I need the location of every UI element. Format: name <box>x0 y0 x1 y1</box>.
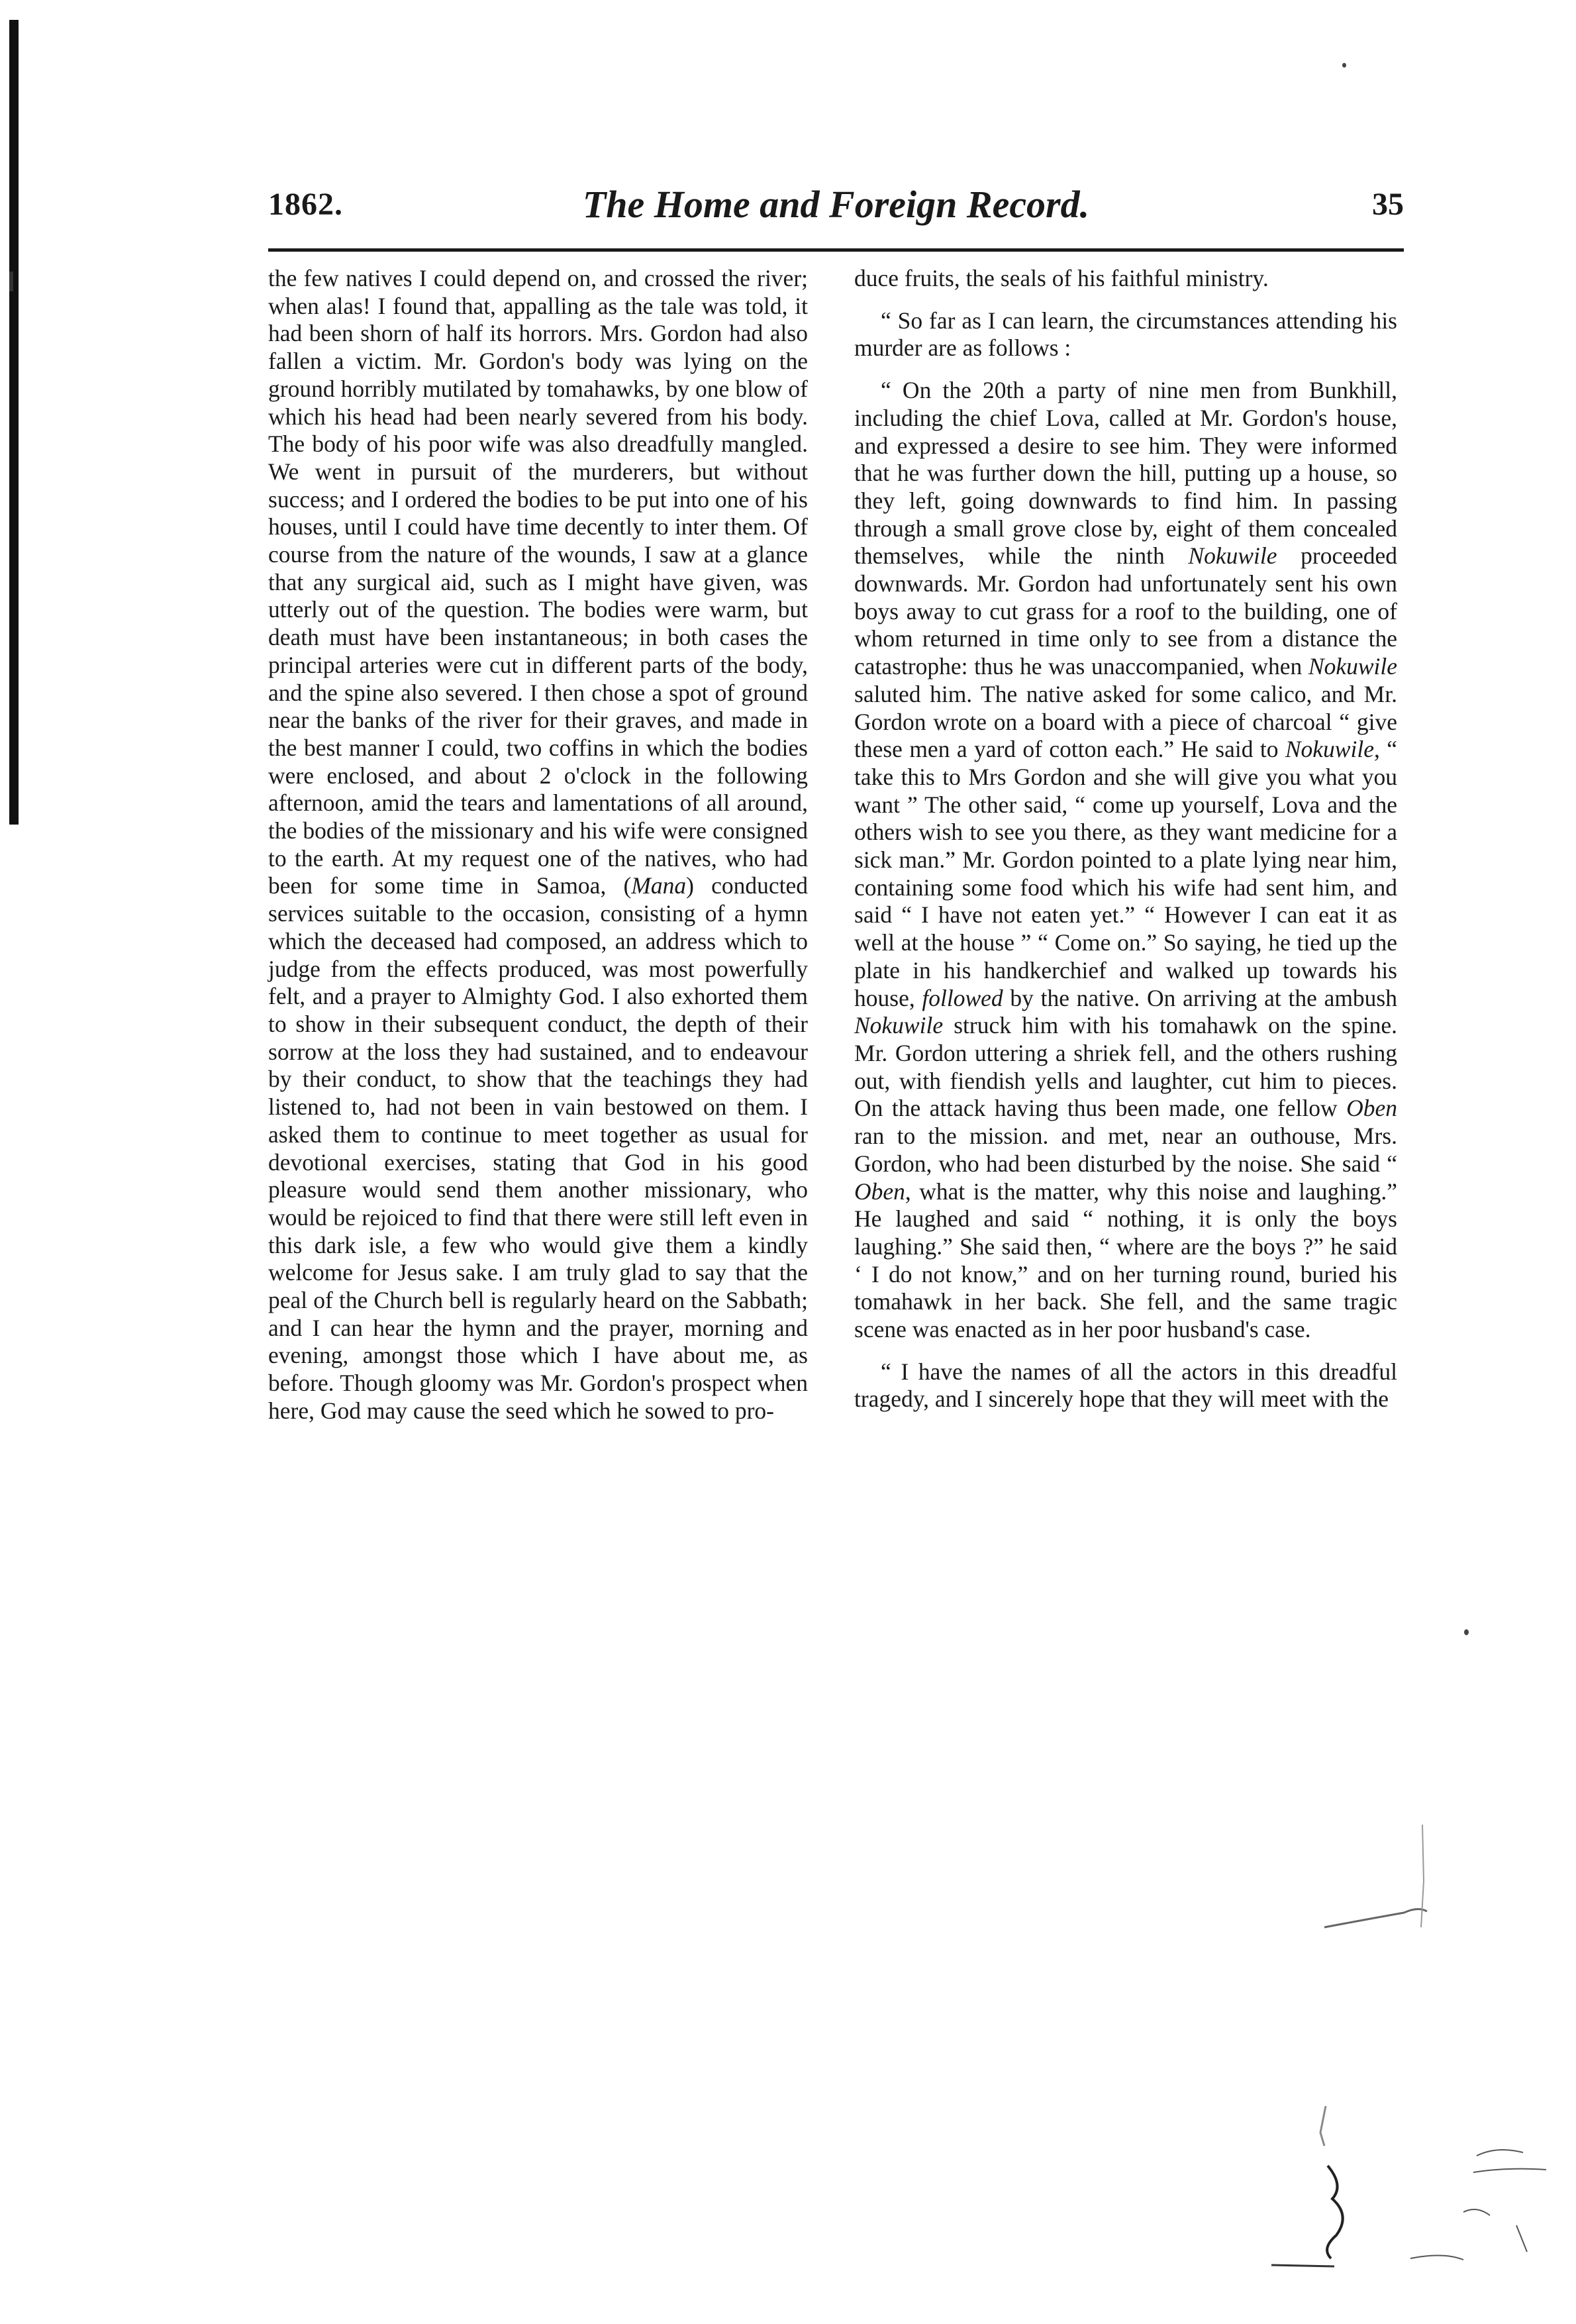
left-text-a: the few natives I could depend on, and crossed the river; when alas! I found that, appalling as the tale was told, it had been shorn of half its horrors. Mrs. Gordon had also fallen a victim. Mr. Gordon's body was lying on the ground horribly mutilated by tomahawks, by one blow of which his head had been nearly severed from his body. The body of his poor wife was also dreadfully mangled. We went in pursuit of the murderers, but without success; and I ordered the bodies to be put into one of his houses, until I could have time decently to inter them. Of course from the nature of the wounds, I saw at a glance that any surgical aid, such as I might have given, was utterly out of the question. The bodies were warm, but death must have been instantaneous; in both cases the principal arteries were cut in different parts of the body, and the spine also severed. I then chose a spot of ground near the banks of the river for their graves, and made in the best manner I could, two coffins in which the bodies were enclosed, and about 2 o'clock in the following afternoon, amid the tears and lamentations of all around, the bodies of the missionary and his wife were consigned to the earth. At my request one of the natives, who had been for some time in Samoa, ( <box>268 265 808 899</box>
scan-speck <box>1342 63 1346 68</box>
rt-a: “ On the 20th a party of nine men from Bunkhill, including the chief Lova, called at Mr. Gordon's house, and expressed a desire to see him. They were informed that he was further down the hill, putting up a house, so they left, going downwards to find him. In passing through a small grove close by, eight of them concealed themselves, while the ninth <box>854 377 1397 570</box>
running-header <box>268 182 1404 242</box>
right-column <box>854 265 1397 1413</box>
nokuwile-italic: Nokuwile <box>1188 542 1277 570</box>
journal-title: The Home and Foreign Record. <box>582 183 1090 226</box>
right-paragraph-2: “ So far as I can learn, the circumstances attending his murder are as follows : <box>854 307 1397 362</box>
rt-c: saluted him. The native asked for some calico, and Mr. Gordon wrote on a board with a piece of charcoal “ give these men a yard of cotton each.” He said to <box>854 680 1397 763</box>
nokuwile-italic: Nokuwile <box>1308 653 1397 680</box>
followed-italic: followed <box>922 984 1003 1011</box>
nokuwile-italic: Nokuwile <box>1285 736 1374 763</box>
page-number: 35 <box>1372 187 1404 222</box>
header-rule <box>268 248 1404 252</box>
left-paragraph <box>268 265 808 1425</box>
right-paragraph-4: “ I have the names of all the actors in this dreadful tragedy, and I sincerely hope that they will meet with the <box>854 1358 1397 1413</box>
right-paragraph-3 <box>854 377 1397 1344</box>
rt-g: ran to the mission. and met, near an outhouse, Mrs. Gordon, who had been disturbed by the noise. She said “ <box>854 1123 1397 1177</box>
rt-b: proceeded downwards. Mr. Gordon had unfortunately sent his own boys away to cut grass for a roof to the building, one of whom returned in time only to see from a distance the catastrophe: thus he was unaccompanied, when <box>854 542 1397 680</box>
margin-pencil-marks <box>1245 1748 1563 2298</box>
mana-italic: Mana <box>631 872 687 899</box>
scan-speck <box>1464 1629 1469 1635</box>
binding-edge-tick <box>9 272 13 291</box>
left-column <box>268 265 808 1425</box>
header-year: 1862. <box>268 187 343 222</box>
rt-h: , what is the matter, why this noise and laughing.” He laughed and said “ nothing, it is only the boys laughing.” She said then, “ where are the boys ?” he said ‘ I do not know,” and on her turning round, buried his tomahawk in her back. She fell, and the same tragic scene was enacted as in her poor husband's case. <box>854 1178 1397 1343</box>
right-paragraph-1: duce fruits, the seals of his faithful ministry. <box>854 265 1269 291</box>
nokuwile-italic: Nokuwile <box>854 1012 944 1039</box>
rt-f: struck him with his tomahawk on the spine. Mr. Gordon uttering a shriek fell, and the others rushing out, with fiendish yells and laughter, cut him to pieces. On the attack having thus been made, one fellow <box>854 1012 1397 1122</box>
oben-italic: Oben <box>1346 1095 1397 1122</box>
rt-e: by the native. On arriving at the ambush <box>1003 984 1397 1011</box>
binding-edge <box>9 20 19 825</box>
rt-d: , “ take this to Mrs Gordon and she will give you what you want ” The other said, “ come up yourself, Lova and the others wish to see you there, as they want medicine for a sick man.” Mr. Gordon pointed to a plate lying near him, containing some food which his wife had sent him, and said “ I have not eaten yet.” “ However I can eat it as well at the house ” “ Come on.” So saying, he tied up the plate in his handkerchief and walked up towards his house, <box>854 736 1397 1011</box>
oben-italic: Oben <box>854 1178 905 1205</box>
left-text-b: ) conducted services suitable to the occasion, consisting of a hymn which the deceased had composed, an address which to judge from the effects produced, was most powerfully felt, and a prayer to Almighty God. I also exhorted them to show in their subsequent conduct, the depth of their sorrow at the loss they had sustained, and to endeavour by their conduct, to show that the teachings they had listened to, had not been in vain bestowed on them. I asked them to continue to meet together as usual for devotional exercises, stating that God in his good pleasure would send them another missionary, who would be rejoiced to find that there were still left even in this dark isle, a few who would give them a kindly welcome for Jesus sake. I am truly glad to say that the peal of the Church bell is regularly heard on the Sabbath; and I can hear the hymn and the prayer, morning and evening, amongst those which I have about me, as before. Though gloomy was Mr. Gordon's prospect when here, God may cause the seed which he sowed to pro- <box>268 872 808 1424</box>
